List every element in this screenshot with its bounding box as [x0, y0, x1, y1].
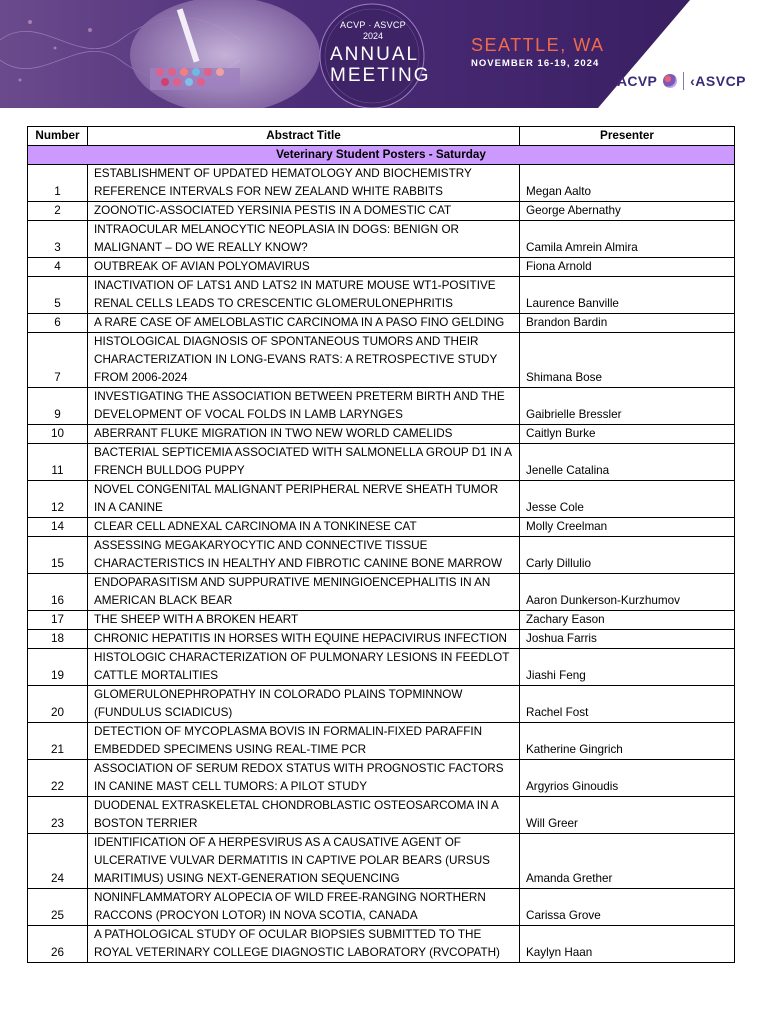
row-number: 15	[28, 537, 88, 574]
row-number: 4	[28, 258, 88, 277]
table-row	[28, 277, 735, 314]
row-presenter: Carly Dillulio	[520, 537, 735, 574]
row-presenter: Aaron Dunkerson-Kurzhumov	[520, 574, 735, 611]
emblem-org: ACVP · ASVCP	[340, 20, 406, 30]
row-number: 17	[28, 611, 88, 630]
emblem-year: 2024	[362, 31, 384, 41]
row-number: 1	[28, 165, 88, 202]
emblem-annual: ANNUAL	[330, 44, 420, 65]
row-abstract-title: INVESTIGATING THE ASSOCIATION BETWEEN PRETERM BIRTH AND THE DEVELOPMENT OF VOCAL FOLDS IN LAMB LARYNGES	[88, 388, 520, 425]
table-row	[28, 221, 735, 258]
table-row	[28, 630, 735, 649]
row-presenter: Joshua Farris	[520, 630, 735, 649]
row-abstract-title: HISTOLOGICAL DIAGNOSIS OF SPONTANEOUS TUMORS AND THEIR CHARACTERIZATION IN LONG-EVANS RATS: A RETROSPECTIVE STUDY FROM 2006-2024	[88, 333, 520, 388]
meeting-emblem	[330, 20, 431, 86]
table-row	[28, 202, 735, 221]
row-presenter: Kaylyn Haan	[520, 926, 735, 963]
row-number: 18	[28, 630, 88, 649]
table-row	[28, 797, 735, 834]
row-abstract-title: NOVEL CONGENITAL MALIGNANT PERIPHERAL NERVE SHEATH TUMOR IN A CANINE	[88, 481, 520, 518]
acvp-logo: ACVP	[617, 73, 658, 89]
row-number: 25	[28, 889, 88, 926]
row-number: 2	[28, 202, 88, 221]
table-row	[28, 649, 735, 686]
row-number: 24	[28, 834, 88, 889]
table-row	[28, 333, 735, 388]
row-abstract-title: CHRONIC HEPATITIS IN HORSES WITH EQUINE HEPACIVIRUS INFECTION	[88, 630, 520, 649]
row-abstract-title: HISTOLOGIC CHARACTERIZATION OF PULMONARY LESIONS IN FEEDLOT CATTLE MORTALITIES	[88, 649, 520, 686]
asvcp-logo: ‹ASVCP	[690, 73, 747, 89]
table-row	[28, 723, 735, 760]
row-abstract-title: INTRAOCULAR MELANOCYTIC NEOPLASIA IN DOGS: BENIGN OR MALIGNANT – DO WE REALLY KNOW?	[88, 221, 520, 258]
row-abstract-title: ASSESSING MEGAKARYOCYTIC AND CONNECTIVE TISSUE CHARACTERISTICS IN HEALTHY AND FIBROTIC CANINE BONE MARROW	[88, 537, 520, 574]
row-number: 20	[28, 686, 88, 723]
table-row	[28, 611, 735, 630]
row-number: 26	[28, 926, 88, 963]
sponsor-logos	[617, 72, 746, 90]
row-presenter: Molly Creelman	[520, 518, 735, 537]
row-number: 22	[28, 760, 88, 797]
row-presenter: Camila Amrein Almira	[520, 221, 735, 258]
row-abstract-title: DUODENAL EXTRASKELETAL CHONDROBLASTIC OSTEOSARCOMA IN A BOSTON TERRIER	[88, 797, 520, 834]
row-presenter: Will Greer	[520, 797, 735, 834]
column-header-presenter: Presenter	[520, 127, 735, 146]
table-row	[28, 926, 735, 963]
row-presenter: Jiashi Feng	[520, 649, 735, 686]
row-abstract-title: INACTIVATION OF LATS1 AND LATS2 IN MATURE MOUSE WT1-POSITIVE RENAL CELLS LEADS TO CRESCENTIC GLOMERULONEPHRITIS	[88, 277, 520, 314]
emblem-meeting: MEETING	[330, 65, 431, 86]
row-presenter: Jesse Cole	[520, 481, 735, 518]
table-row	[28, 834, 735, 889]
header-banner	[0, 0, 768, 108]
table-row	[28, 760, 735, 797]
table-row	[28, 889, 735, 926]
section-row	[28, 146, 735, 165]
row-number: 7	[28, 333, 88, 388]
column-header-number: Number	[28, 127, 88, 146]
row-abstract-title: A PATHOLOGICAL STUDY OF OCULAR BIOPSIES SUBMITTED TO THE ROYAL VETERINARY COLLEGE DIAGNOSTIC LABORATORY (RVCOPATH)	[88, 926, 520, 963]
row-number: 6	[28, 314, 88, 333]
row-abstract-title: ASSOCIATION OF SERUM REDOX STATUS WITH PROGNOSTIC FACTORS IN CANINE MAST CELL TUMORS: A PILOT STUDY	[88, 760, 520, 797]
row-abstract-title: CLEAR CELL ADNEXAL CARCINOMA IN A TONKINESE CAT	[88, 518, 520, 537]
row-abstract-title: THE SHEEP WITH A BROKEN HEART	[88, 611, 520, 630]
row-abstract-title: GLOMERULONEPHROPATHY IN COLORADO PLAINS TOPMINNOW (FUNDULUS SCIADICUS)	[88, 686, 520, 723]
row-presenter: Zachary Eason	[520, 611, 735, 630]
row-presenter: Argyrios Ginoudis	[520, 760, 735, 797]
row-number: 14	[28, 518, 88, 537]
row-abstract-title: ZOONOTIC-ASSOCIATED YERSINIA PESTIS IN A DOMESTIC CAT	[88, 202, 520, 221]
table-row	[28, 258, 735, 277]
row-abstract-title: ENDOPARASITISM AND SUPPURATIVE MENINGIOENCEPHALITIS IN AN AMERICAN BLACK BEAR	[88, 574, 520, 611]
table-row	[28, 388, 735, 425]
row-number: 23	[28, 797, 88, 834]
row-presenter: Jenelle Catalina	[520, 444, 735, 481]
row-number: 5	[28, 277, 88, 314]
event-dates: NOVEMBER 16-19, 2024	[471, 58, 600, 69]
table-header-row	[28, 127, 735, 146]
logo-divider	[683, 72, 684, 90]
table-row	[28, 518, 735, 537]
table-row	[28, 537, 735, 574]
table-row	[28, 314, 735, 333]
row-number: 9	[28, 388, 88, 425]
row-presenter: Shimana Bose	[520, 333, 735, 388]
row-abstract-title: ABERRANT FLUKE MIGRATION IN TWO NEW WORLD CAMELIDS	[88, 425, 520, 444]
row-presenter: Carissa Grove	[520, 889, 735, 926]
row-number: 19	[28, 649, 88, 686]
row-number: 16	[28, 574, 88, 611]
acvp-logo-icon	[663, 74, 677, 88]
row-number: 12	[28, 481, 88, 518]
row-abstract-title: OUTBREAK OF AVIAN POLYOMAVIRUS	[88, 258, 520, 277]
event-city: SEATTLE, WA	[471, 35, 605, 55]
row-presenter: Gaibrielle Bressler	[520, 388, 735, 425]
row-number: 10	[28, 425, 88, 444]
row-abstract-title: NONINFLAMMATORY ALOPECIA OF WILD FREE-RANGING NORTHERN RACCONS (PROCYON LOTOR) IN NOVA SCOTIA, CANADA	[88, 889, 520, 926]
row-presenter: Caitlyn Burke	[520, 425, 735, 444]
table-row	[28, 686, 735, 723]
section-label: Veterinary Student Posters - Saturday	[28, 146, 735, 165]
row-presenter: Laurence Banville	[520, 277, 735, 314]
row-number: 11	[28, 444, 88, 481]
table-row	[28, 425, 735, 444]
row-abstract-title: BACTERIAL SEPTICEMIA ASSOCIATED WITH SALMONELLA GROUP D1 IN A FRENCH BULLDOG PUPPY	[88, 444, 520, 481]
row-abstract-title: DETECTION OF MYCOPLASMA BOVIS IN FORMALIN-FIXED PARAFFIN EMBEDDED SPECIMENS USING REAL-TIME PCR	[88, 723, 520, 760]
row-presenter: Brandon Bardin	[520, 314, 735, 333]
table-row	[28, 481, 735, 518]
row-presenter: Rachel Fost	[520, 686, 735, 723]
row-presenter: George Abernathy	[520, 202, 735, 221]
row-abstract-title: A RARE CASE OF AMELOBLASTIC CARCINOMA IN A PASO FINO GELDING	[88, 314, 520, 333]
row-presenter: Fiona Arnold	[520, 258, 735, 277]
row-number: 3	[28, 221, 88, 258]
table-row	[28, 574, 735, 611]
table-row	[28, 165, 735, 202]
row-number: 21	[28, 723, 88, 760]
column-header-title: Abstract Title	[88, 127, 520, 146]
poster-table	[27, 126, 735, 963]
row-abstract-title: ESTABLISHMENT OF UPDATED HEMATOLOGY AND BIOCHEMISTRY REFERENCE INTERVALS FOR NEW ZEALAND WHITE RABBITS	[88, 165, 520, 202]
row-presenter: Katherine Gingrich	[520, 723, 735, 760]
row-abstract-title: IDENTIFICATION OF A HERPESVIRUS AS A CAUSATIVE AGENT OF ULCERATIVE VULVAR DERMATITIS IN CAPTIVE POLAR BEARS (URSUS MARITIMUS) USING NEXT-GENERATION SEQUENCING	[88, 834, 520, 889]
table-row	[28, 444, 735, 481]
row-presenter: Amanda Grether	[520, 834, 735, 889]
row-presenter: Megan Aalto	[520, 165, 735, 202]
